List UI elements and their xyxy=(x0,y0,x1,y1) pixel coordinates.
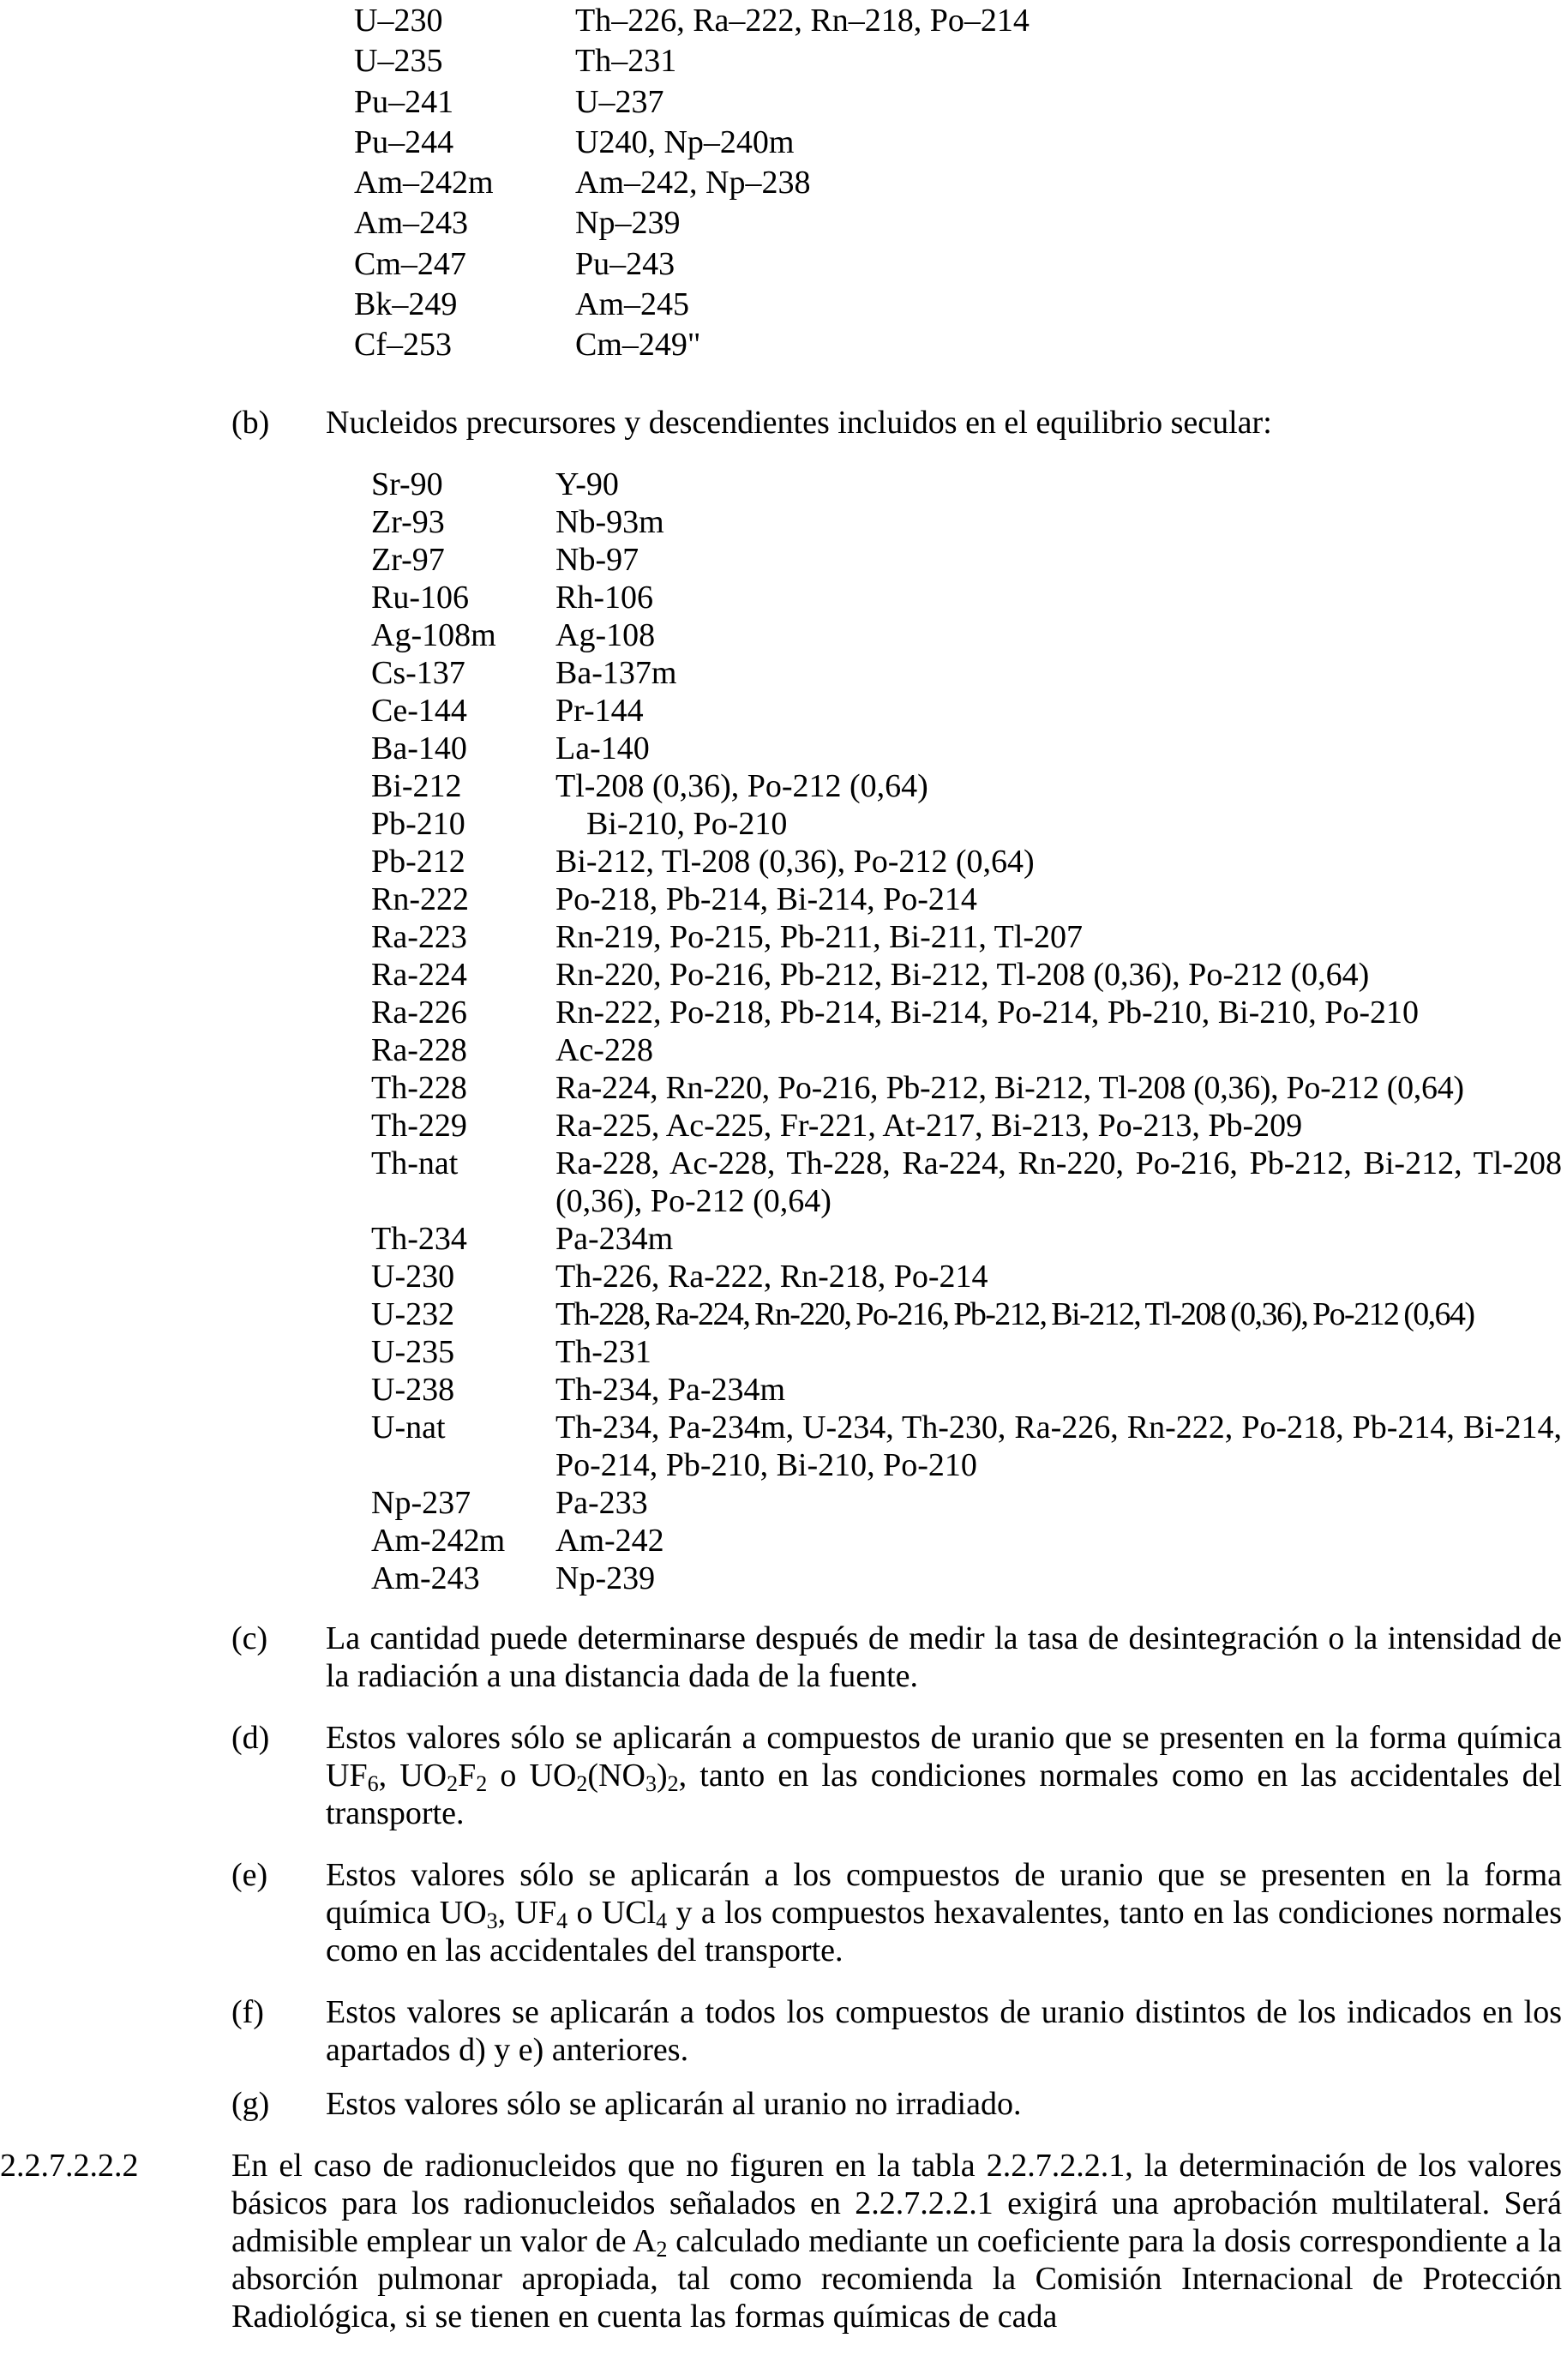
table-row xyxy=(371,1560,1567,1597)
note-c xyxy=(231,1620,1562,1695)
parent-nuclide: Ba-140 xyxy=(371,730,467,766)
list-item xyxy=(354,326,1030,366)
parent-nuclide: U-nat xyxy=(371,1409,446,1445)
table-row xyxy=(371,1031,1567,1069)
parent-nuclide: Ce-144 xyxy=(371,693,467,729)
daughter-nuclides: Pu–243 xyxy=(575,245,675,282)
table-row xyxy=(371,1220,1567,1258)
table-row xyxy=(371,1295,1567,1333)
table-row xyxy=(371,918,1567,956)
table-row xyxy=(371,805,1567,843)
daughter-nuclides: Ag-108 xyxy=(555,617,656,653)
secular-equilibrium-list xyxy=(371,466,1567,1597)
note-d xyxy=(231,1719,1562,1832)
nuclide: Cm–247 xyxy=(354,245,466,282)
note-marker: (g) xyxy=(231,2086,270,2122)
table-row xyxy=(371,730,1567,767)
note-text: La cantidad puede determinarse después de medir la tasa de desintegración o la intensidad de la radiación a una distancia dada de la fuente. xyxy=(326,1620,1562,1694)
list-item xyxy=(354,245,1030,285)
daughter-nuclides: Tl-208 (0,36), Po-212 (0,64) xyxy=(555,768,928,804)
table-row xyxy=(371,466,1567,503)
table-row xyxy=(371,1333,1567,1371)
parent-nuclide: Ra-224 xyxy=(371,957,467,993)
parent-nuclide: Ra-226 xyxy=(371,995,467,1031)
note-marker: (e) xyxy=(231,1857,268,1893)
nuclide: Cf–253 xyxy=(354,327,452,364)
note-text: Estos valores se aplicarán a todos los compuestos de uranio distintos de los indicados en los apartados d) y e) anteriores. xyxy=(326,1994,1562,2068)
parent-nuclide: Bi-212 xyxy=(371,768,462,804)
daughter-nuclides: Rn-220, Po-216, Pb-212, Bi-212, Tl-208 (0,36), Po-212 (0,64) xyxy=(555,957,1370,993)
nuclide: Pu–241 xyxy=(354,83,454,120)
daughter-nuclides: Rh-106 xyxy=(555,580,653,616)
section-number: 2.2.7.2.2.2 xyxy=(0,2148,139,2184)
daughter-nuclides: U–237 xyxy=(575,83,664,120)
parent-nuclide: Zr-93 xyxy=(371,504,445,540)
daughter-nuclides: Ra-224, Rn-220, Po-216, Pb-212, Bi-212, Tl-208 (0,36), Po-212 (0,64) xyxy=(555,1070,1464,1106)
nuclide-list-continued xyxy=(354,2,1030,367)
parent-nuclide: Ra-223 xyxy=(371,919,467,955)
note-g xyxy=(231,2085,1562,2123)
table-row xyxy=(371,1258,1567,1295)
parent-nuclide: U-235 xyxy=(371,1334,455,1370)
parent-nuclide: U-232 xyxy=(371,1296,455,1332)
daughter-nuclides: Th–231 xyxy=(575,43,677,80)
nuclide: U–235 xyxy=(354,43,443,80)
table-row xyxy=(371,541,1567,579)
note-e xyxy=(231,1856,1562,1969)
parent-nuclide: Np-237 xyxy=(371,1485,471,1521)
daughter-nuclides: Ra-228, Ac-228, Th-228, Ra-224, Rn-220, Po-216, Pb-212, Bi-212, Tl-208 (0,36), Po-212 (0,64) xyxy=(555,1145,1562,1219)
parent-nuclide: Zr-97 xyxy=(371,542,445,578)
table-row xyxy=(371,843,1567,880)
daughter-nuclides: Am-242 xyxy=(555,1523,664,1559)
note-marker: (c) xyxy=(231,1620,268,1656)
parent-nuclide: U-238 xyxy=(371,1372,455,1408)
table-row xyxy=(371,956,1567,994)
daughter-nuclides: Nb-93m xyxy=(555,504,664,540)
table-row xyxy=(371,654,1567,692)
parent-nuclide: Cs-137 xyxy=(371,655,465,691)
daughter-nuclides: Th–226, Ra–222, Rn–218, Po–214 xyxy=(575,3,1030,39)
daughter-nuclides: Pa-234m xyxy=(555,1221,674,1257)
daughter-nuclides: Y-90 xyxy=(555,466,619,502)
table-row xyxy=(371,579,1567,616)
parent-nuclide: Rn-222 xyxy=(371,881,469,917)
daughter-nuclides: Nb-97 xyxy=(555,542,639,578)
table-row xyxy=(371,1484,1567,1522)
parent-nuclide: Th-229 xyxy=(371,1108,467,1144)
table-row xyxy=(371,1107,1567,1145)
daughter-nuclides: Am–245 xyxy=(575,286,689,323)
daughter-nuclides: Pr-144 xyxy=(555,693,644,729)
parent-nuclide: Th-234 xyxy=(371,1221,467,1257)
list-item xyxy=(354,2,1030,42)
daughter-nuclides: Rn-222, Po-218, Pb-214, Bi-214, Po-214, Pb-210, Bi-210, Po-210 xyxy=(555,995,1420,1031)
daughter-nuclides: Rn-219, Po-215, Pb-211, Bi-211, Tl-207 xyxy=(555,919,1084,955)
daughter-nuclides: Th-234, Pa-234m xyxy=(555,1372,786,1408)
nuclide: Am–243 xyxy=(354,205,468,242)
note-marker: (d) xyxy=(231,1720,270,1756)
parent-nuclide: Ag-108m xyxy=(371,617,496,653)
daughter-nuclides: Th-231 xyxy=(555,1334,651,1370)
note-text: Estos valores sólo se aplicarán al uranio no irradiado. xyxy=(326,2086,1022,2122)
list-item xyxy=(354,123,1030,164)
list-item xyxy=(354,285,1030,326)
daughter-nuclides: Am–242, Np–238 xyxy=(575,165,811,201)
section-text: En el caso de radionucleidos que no figuren en la tabla 2.2.7.2.2.1, la determinación de los valores básicos para los radionucleidos señalados en 2.2.7.2.2.1 exigirá una aprobación multilateral. Será admisible emplear un valor de $A_2$ calculado mediante un coeficiente para la dosis correspondiente a la absorción pulmonar apropiada, tal como recomienda la Comisión Internacional de Protección Radiológica, si se tienen en cuenta las formas químicas de cada xyxy=(231,2148,1562,2335)
table-row xyxy=(371,1145,1567,1220)
note-marker: (f) xyxy=(231,1994,264,2030)
parent-nuclide: Th-nat xyxy=(371,1145,459,1181)
parent-nuclide: Pb-210 xyxy=(371,806,465,842)
daughter-nuclides: Th-226, Ra-222, Rn-218, Po-214 xyxy=(555,1259,988,1295)
parent-nuclide: Pb-212 xyxy=(371,844,465,880)
note-text: Estos valores sólo se aplicarán a los compuestos de uranio que se presenten en la forma química $UO_3$, $UF_4$ o UCl$_4$ y a los compuestos hexavalentes, tanto en las condiciones normales como en las accidentales del transporte. xyxy=(326,1857,1562,1968)
daughter-nuclides: Ra-225, Ac-225, Fr-221, At-217, Bi-213, Po-213, Pb-209 xyxy=(555,1108,1303,1144)
daughter-nuclides: Np-239 xyxy=(555,1560,656,1596)
parent-nuclide: U-230 xyxy=(371,1259,455,1295)
table-row xyxy=(371,503,1567,541)
parent-nuclide: Ra-228 xyxy=(371,1032,467,1068)
daughter-nuclides: Np–239 xyxy=(575,205,681,242)
nuclide: Bk–249 xyxy=(354,286,458,323)
list-item xyxy=(354,42,1030,82)
daughter-nuclides: Th-228, Ra-224, Rn-220, Po-216, Pb-212, Bi-212, Tl-208 (0,36), Po-212 (0,64) xyxy=(555,1296,1474,1332)
parent-nuclide: Am-243 xyxy=(371,1560,480,1596)
note-marker: (b) xyxy=(231,405,270,441)
parent-nuclide: Sr-90 xyxy=(371,466,443,502)
table-row xyxy=(371,1409,1567,1484)
daughter-nuclides: Bi-210, Po-210 xyxy=(586,806,788,842)
table-row xyxy=(371,1371,1567,1409)
note-b xyxy=(231,404,1562,442)
table-row xyxy=(371,880,1567,918)
list-item xyxy=(354,164,1030,204)
daughter-nuclides: Ba-137m xyxy=(555,655,677,691)
table-row xyxy=(371,692,1567,730)
daughter-nuclides: Bi-212, Tl-208 (0,36), Po-212 (0,64) xyxy=(555,844,1035,880)
table-row xyxy=(371,767,1567,805)
note-text: Estos valores sólo se aplicarán a compuestos de uranio que se presenten en la forma química $UF_6$, $UO_2F_2$ o $UO_2(NO_3)_2$, tanto en las condiciones normales como en las accidentales del transporte. xyxy=(326,1720,1562,1831)
note-f xyxy=(231,1993,1562,2069)
nuclide: Pu–244 xyxy=(354,123,454,160)
section-2-2-7-2-2-2 xyxy=(0,2147,1562,2335)
daughter-nuclides: U240, Np–240m xyxy=(575,123,795,160)
list-item xyxy=(354,83,1030,123)
daughter-nuclides: Th-234, Pa-234m, U-234, Th-230, Ra-226, Rn-222, Po-218, Pb-214, Bi-214, Po-214, Pb-210, Bi-210, Po-210 xyxy=(555,1409,1562,1483)
table-row xyxy=(371,616,1567,654)
table-row xyxy=(371,1069,1567,1107)
table-row xyxy=(371,1522,1567,1560)
daughter-nuclides: Ac-228 xyxy=(555,1032,653,1068)
parent-nuclide: Th-228 xyxy=(371,1070,467,1106)
table-row xyxy=(371,994,1567,1031)
daughter-nuclides: La-140 xyxy=(555,730,650,766)
nuclide: U–230 xyxy=(354,3,443,39)
parent-nuclide: Am-242m xyxy=(371,1523,506,1559)
daughter-nuclides: Po-218, Pb-214, Bi-214, Po-214 xyxy=(555,881,977,917)
nuclide: Am–242m xyxy=(354,165,494,201)
note-text: Nucleidos precursores y descendientes incluidos en el equilibrio secular: xyxy=(326,405,1272,441)
daughter-nuclides: Pa-233 xyxy=(555,1485,648,1521)
list-item xyxy=(354,204,1030,244)
daughter-nuclides: Cm–249" xyxy=(575,327,701,364)
parent-nuclide: Ru-106 xyxy=(371,580,469,616)
